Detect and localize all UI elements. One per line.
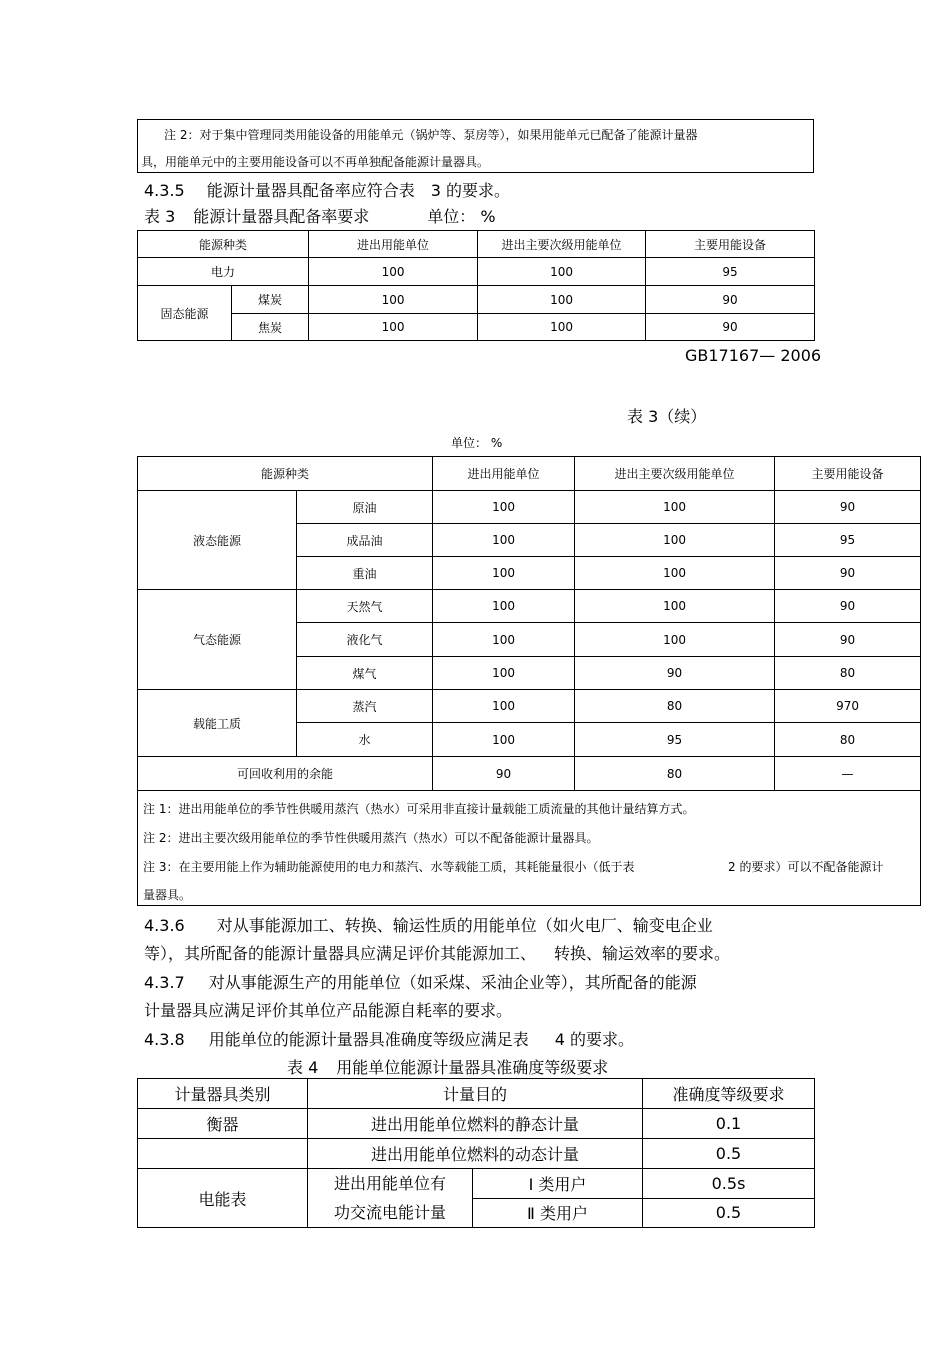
row-label: 水 xyxy=(297,723,433,757)
table-4-label: 表 4 xyxy=(287,1058,319,1077)
header-unit-io: 进出用能单位 xyxy=(309,231,478,258)
clause-4-3-8-text: 用能单位的能源计量器具准确度等级应满足表 xyxy=(208,1030,529,1049)
table-row xyxy=(138,491,921,524)
note-3-part-1: 注 3：在主要用能上作为辅助能源使用的电力和蒸汽、水等载能工质，其耗能量很小（低于表 xyxy=(143,860,635,874)
table-3-header-row xyxy=(138,231,815,258)
cell-value: 100 xyxy=(309,258,478,286)
cell-value: — xyxy=(775,757,921,791)
group-label-gas: 气态能源 xyxy=(138,590,297,690)
header-energy-type: 能源种类 xyxy=(138,231,309,258)
row-label: 液化气 xyxy=(297,623,433,657)
table-3-cont-caption: 表 3（续） xyxy=(627,407,707,426)
cell-value: 90 xyxy=(646,286,815,314)
clause-4-3-6-line-1 xyxy=(144,913,713,936)
cell-value: 100 xyxy=(575,623,775,657)
cell-purpose: 进出用能单位燃料的静态计量 xyxy=(308,1109,643,1139)
table-row xyxy=(138,690,921,723)
cell-value: 100 xyxy=(433,723,575,757)
purpose-line-2: 功交流电能计量 xyxy=(333,1203,446,1222)
cell-value: 90 xyxy=(775,590,921,623)
table-row xyxy=(138,286,815,314)
cell-value: 100 xyxy=(478,258,646,286)
table-3 xyxy=(137,230,815,341)
clause-4-3-6-text-2b: 转换、输运效率的要求。 xyxy=(554,944,731,963)
cell-value: 100 xyxy=(575,524,775,557)
table-row xyxy=(138,1109,815,1139)
row-label: 成品油 xyxy=(297,524,433,557)
cell-grade: 0.5 xyxy=(643,1139,815,1169)
group-label-carrier: 载能工质 xyxy=(138,690,297,757)
clause-4-3-7-line-2: 计量器具应满足评价其单位产品能源自耗率的要求。 xyxy=(144,1001,513,1020)
header-sub-unit-io: 进出主要次级用能单位 xyxy=(478,231,646,258)
cell-value: 100 xyxy=(478,314,646,341)
header-purpose: 计量目的 xyxy=(308,1079,643,1109)
table-3-cont-header-row xyxy=(138,457,921,491)
row-label-electric: 电力 xyxy=(138,258,309,286)
cell-value: 100 xyxy=(433,524,575,557)
cell-value: 90 xyxy=(775,623,921,657)
cell-value: 80 xyxy=(575,690,775,723)
cell-value: 90 xyxy=(575,657,775,690)
cell-value: 95 xyxy=(575,723,775,757)
top-note-line-1: 注 2：对于集中管理同类用能设备的用能单元（锅炉等、泵房等），如果用能单元已配备了能源计量器 xyxy=(164,128,698,142)
clause-4-3-6-text-2a: 等），其所配备的能源计量器具应满足评价其能源加工、 xyxy=(144,944,537,963)
clause-4-3-7-line-1 xyxy=(144,970,697,993)
header-main-equipment: 主要用能设备 xyxy=(646,231,815,258)
cell-value: 95 xyxy=(775,524,921,557)
clause-4-3-6-line-2 xyxy=(144,941,730,964)
clause-4-3-7-number: 4.3.7 xyxy=(144,973,185,992)
cell-value: 80 xyxy=(775,657,921,690)
top-note-box xyxy=(137,119,814,173)
row-label-waste: 可回收利用的余能 xyxy=(138,757,433,791)
table-row xyxy=(138,590,921,623)
cell-value: 100 xyxy=(433,657,575,690)
cell-value: 90 xyxy=(433,757,575,791)
table-3-cont-unit: 单位： % xyxy=(451,436,503,450)
cell-value: 100 xyxy=(575,557,775,590)
cell-purpose: 进出用能单位燃料的动态计量 xyxy=(308,1139,643,1169)
clause-4-3-8-ref: 4 的要求。 xyxy=(554,1030,635,1049)
table-row xyxy=(138,314,815,341)
table-3-title: 能源计量器具配备率要求 xyxy=(193,207,370,226)
group-label-liquid: 液态能源 xyxy=(138,491,297,590)
header-sub-unit-io: 进出主要次级用能单位 xyxy=(575,457,775,491)
cell-value: 100 xyxy=(575,491,775,524)
table-row xyxy=(138,258,815,286)
group-label-solid: 固态能源 xyxy=(138,286,232,341)
table-row xyxy=(138,1169,815,1199)
clause-4-3-5 xyxy=(144,178,510,201)
purpose-line-1: 进出用能单位有 xyxy=(333,1174,446,1193)
cell-value: 90 xyxy=(775,557,921,590)
table-3-label: 表 3 xyxy=(144,207,176,226)
clause-4-3-5-ref: 3 的要求。 xyxy=(430,181,511,200)
cell-value: 100 xyxy=(433,590,575,623)
clause-4-3-7-text-1: 对从事能源生产的用能单位（如采煤、采油企业等），其所配备的能源 xyxy=(208,973,697,992)
table-4-header-row xyxy=(138,1079,815,1109)
table-3-caption xyxy=(144,204,496,227)
cell-purpose-electric xyxy=(308,1169,473,1228)
header-energy-type: 能源种类 xyxy=(138,457,433,491)
cell-user-type: Ⅰ 类用户 xyxy=(473,1169,643,1199)
cell-value: 80 xyxy=(575,757,775,791)
table-notes xyxy=(138,791,921,906)
header-category: 计量器具类别 xyxy=(138,1079,308,1109)
cell-grade: 0.1 xyxy=(643,1109,815,1139)
top-note-line-2: 具，用能单元中的主要用能设备可以不再单独配备能源计量器具。 xyxy=(141,155,490,169)
row-label: 蒸汽 xyxy=(297,690,433,723)
cell-value: 100 xyxy=(309,286,478,314)
cell-value: 90 xyxy=(646,314,815,341)
clause-4-3-8-number: 4.3.8 xyxy=(144,1030,185,1049)
row-label: 煤炭 xyxy=(232,286,309,314)
cell-value: 100 xyxy=(433,690,575,723)
note-3-part-3: 量器具。 xyxy=(143,888,192,902)
cell-user-type: Ⅱ 类用户 xyxy=(473,1198,643,1228)
note-3-part-2: 2 的要求）可以不配备能源计 xyxy=(728,860,884,874)
note-1: 注 1：进出用能单位的季节性供暖用蒸汽（热水）可采用非直接计量载能工质流量的其他计量结算方式。 xyxy=(143,802,695,816)
cell-value: 100 xyxy=(575,590,775,623)
table-4-title: 用能单位能源计量器具准确度等级要求 xyxy=(336,1058,609,1077)
cell-value: 100 xyxy=(478,286,646,314)
row-label: 原油 xyxy=(297,491,433,524)
header-unit-io: 进出用能单位 xyxy=(433,457,575,491)
cell-value: 100 xyxy=(433,623,575,657)
table-row xyxy=(138,757,921,791)
table-4-caption xyxy=(287,1055,608,1078)
clause-4-3-6-number: 4.3.6 xyxy=(144,916,185,935)
row-label: 煤气 xyxy=(297,657,433,690)
header-main-equipment: 主要用能设备 xyxy=(775,457,921,491)
clause-4-3-8 xyxy=(144,1027,634,1050)
cell-grade: 0.5 xyxy=(643,1198,815,1228)
row-label: 焦炭 xyxy=(232,314,309,341)
cell-value: 100 xyxy=(309,314,478,341)
row-label: 重油 xyxy=(297,557,433,590)
cell-value: 970 xyxy=(775,690,921,723)
table-3-unit: 单位： % xyxy=(427,207,496,226)
clause-4-3-5-text: 能源计量器具配备率应符合表 xyxy=(206,181,415,200)
document-code: GB17167— 2006 xyxy=(685,346,822,365)
table-4 xyxy=(137,1078,815,1228)
cell-value: 95 xyxy=(646,258,815,286)
table-row xyxy=(138,1139,815,1169)
clause-4-3-5-number: 4.3.5 xyxy=(144,181,185,200)
header-accuracy: 准确度等级要求 xyxy=(643,1079,815,1109)
cell-category xyxy=(138,1139,308,1169)
note-2: 注 2：进出主要次级用能单位的季节性供暖用蒸汽（热水）可以不配备能源计量器具。 xyxy=(143,831,599,845)
clause-4-3-6-text-1: 对从事能源加工、转换、输运性质的用能单位（如火电厂、输变电企业 xyxy=(216,916,713,935)
row-label: 天然气 xyxy=(297,590,433,623)
cell-value: 80 xyxy=(775,723,921,757)
cell-value: 90 xyxy=(775,491,921,524)
cell-value: 100 xyxy=(433,557,575,590)
cell-category: 衡器 xyxy=(138,1109,308,1139)
cell-value: 100 xyxy=(433,491,575,524)
cell-category: 电能表 xyxy=(138,1169,308,1228)
cell-grade: 0.5s xyxy=(643,1169,815,1199)
table-3-continued xyxy=(137,456,921,906)
table-notes-row xyxy=(138,791,921,906)
